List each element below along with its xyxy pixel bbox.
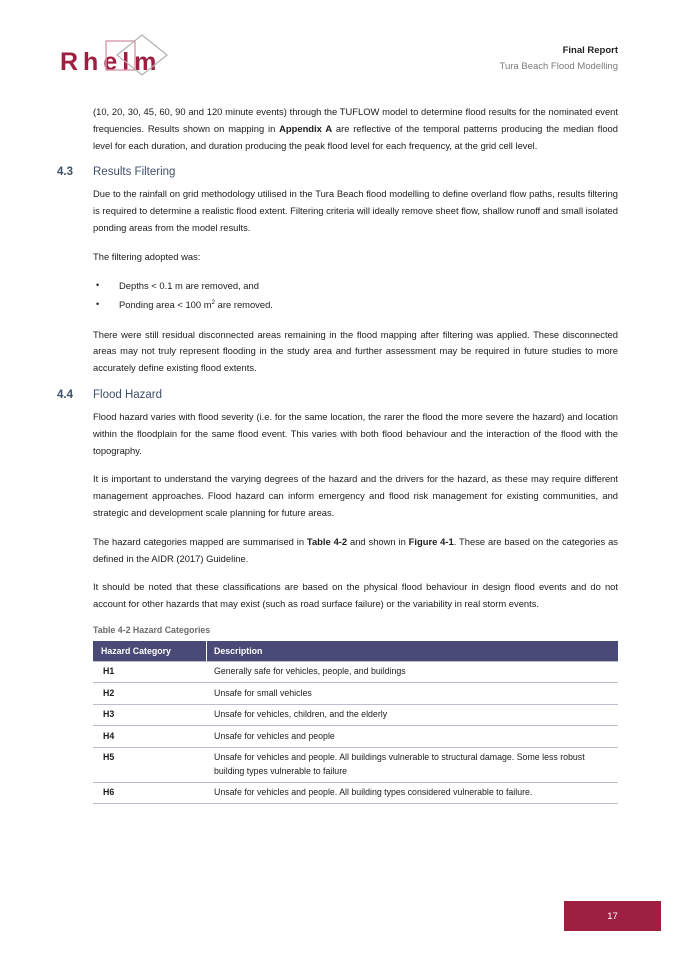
cell-category: H2 xyxy=(93,683,206,705)
cell-category: H5 xyxy=(93,747,206,782)
cell-category: H4 xyxy=(93,726,206,748)
bullet-text-1: Depths < 0.1 m are removed, and xyxy=(119,279,259,291)
table-header-row xyxy=(93,641,618,662)
section-4-4-paragraph-1: Flood hazard varies with flood severity (i.e. for the same location, the rarer the flood the more severe the hazard) and location within the floodplain for the same flood event. This varies with both flood behaviour and the interaction of the flood with the topography. xyxy=(93,410,618,456)
section-4-4-body xyxy=(93,409,618,804)
cell-category: H6 xyxy=(93,782,206,804)
cell-description: Unsafe for vehicles and people. All buildings vulnerable to structural damage. Some less robust building types vulnerable to failure xyxy=(206,747,618,782)
intro-paragraph xyxy=(93,104,618,154)
table-caption: Table 4-2 Hazard Categories xyxy=(93,624,211,635)
intro-paragraph-block xyxy=(93,104,618,154)
table-row xyxy=(93,704,618,726)
para3-text-2: and shown in xyxy=(347,535,409,547)
section-4-4-paragraph-2: It is important to understand the varying degrees of the hazard and the drivers for the hazard, as these may require different management approaches. Flood hazard can inform emergency and flood risk management for existing communities, and strategic and development scale planning for future areas. xyxy=(93,473,618,518)
cell-description: Generally safe for vehicles, people, and buildings xyxy=(206,661,618,683)
table-row xyxy=(93,661,618,683)
section-heading-4-3 xyxy=(57,166,618,178)
header-title: Final Report xyxy=(562,45,618,56)
table-row xyxy=(93,747,618,782)
section-4-3-paragraph-2: The filtering adopted was: xyxy=(93,250,201,262)
company-logo xyxy=(60,40,240,88)
cell-category: H3 xyxy=(93,704,206,726)
list-item xyxy=(93,276,618,295)
page-header xyxy=(0,0,675,92)
para3-text-3: . These are based on the categories as defined in the AIDR (2017) Guideline. xyxy=(93,535,618,564)
column-header-description: Description xyxy=(206,641,618,662)
section-4-3-body xyxy=(93,186,618,377)
list-item xyxy=(93,295,618,314)
header-subtitle: Tura Beach Flood Modelling xyxy=(499,61,618,73)
cell-description: Unsafe for vehicles and people xyxy=(206,726,618,748)
bullet-text-2a: Ponding area < 100 m xyxy=(119,298,212,310)
intro-text-2: are reflective of the temporal patterns producing the median flood level for each duration, and duration producing the peak flood level for each frequency, at the grid cell level. xyxy=(93,122,618,151)
header-report-info xyxy=(500,43,618,75)
table-body xyxy=(93,661,618,804)
page-content xyxy=(0,104,675,804)
filtering-criteria-list xyxy=(93,276,618,314)
table-4-2-reference: Table 4-2 xyxy=(306,535,348,547)
section-4-4-paragraph-3 xyxy=(93,534,618,568)
cell-description: Unsafe for vehicles and people. All building types considered vulnerable to failure. xyxy=(206,782,618,804)
hazard-categories-table xyxy=(93,641,618,805)
section-number-4-3: 4.3 xyxy=(57,166,73,179)
section-4-3-paragraph-1: Due to the rainfall on grid methodology utilised in the Tura Beach flood modelling to define overland flow paths, results filtering is required to determine a realistic flood extent. Filtering criteria will ideally remove sheet flow, shallow runoff and small isolated ponding areas from the model results. xyxy=(93,188,618,233)
logo-wordmark: Rhelm xyxy=(60,48,162,76)
appendix-a-reference: Appendix A xyxy=(279,122,333,134)
para3-text-1: The hazard categories mapped are summarised in xyxy=(93,535,307,547)
intro-text-1: (10, 20, 30, 45, 60, 90 and 120 minute events) through the TUFLOW model to determine flood results for the nominated event frequencies. Results shown on mapping in xyxy=(93,106,618,134)
page-number-badge xyxy=(564,901,661,931)
section-4-3-paragraph-3: There were still residual disconnected areas remaining in the flood mapping after filtering was applied. These disconnected areas may not truly represent flooding in the study area and further assessment may be required in future studies to more accurately define existing flood extents. xyxy=(93,328,618,374)
table-header xyxy=(93,641,618,662)
section-4-4-paragraph-4: It should be noted that these classifications are based on the physical flood behaviour in design flood events and do not account for other hazards that may exist (such as road surface failure) or the variability in real storm events. xyxy=(93,581,618,610)
table-row xyxy=(93,726,618,748)
cell-category: H1 xyxy=(93,661,206,683)
bullet-superscript-2: 2 xyxy=(211,298,216,306)
table-row xyxy=(93,782,618,804)
cell-description: Unsafe for small vehicles xyxy=(206,683,618,705)
page-number: 17 xyxy=(607,910,618,922)
section-heading-4-4 xyxy=(57,389,618,401)
bullet-text-2b: are removed. xyxy=(215,298,273,310)
section-title-4-4: Flood Hazard xyxy=(93,388,163,401)
section-title-4-3: Results Filtering xyxy=(93,166,176,179)
section-number-4-4: 4.4 xyxy=(57,388,73,401)
figure-4-1-reference: Figure 4-1 xyxy=(408,535,454,547)
table-row xyxy=(93,683,618,705)
column-header-hazard-category: Hazard Category xyxy=(93,641,206,662)
cell-description: Unsafe for vehicles, children, and the elderly xyxy=(206,704,618,726)
